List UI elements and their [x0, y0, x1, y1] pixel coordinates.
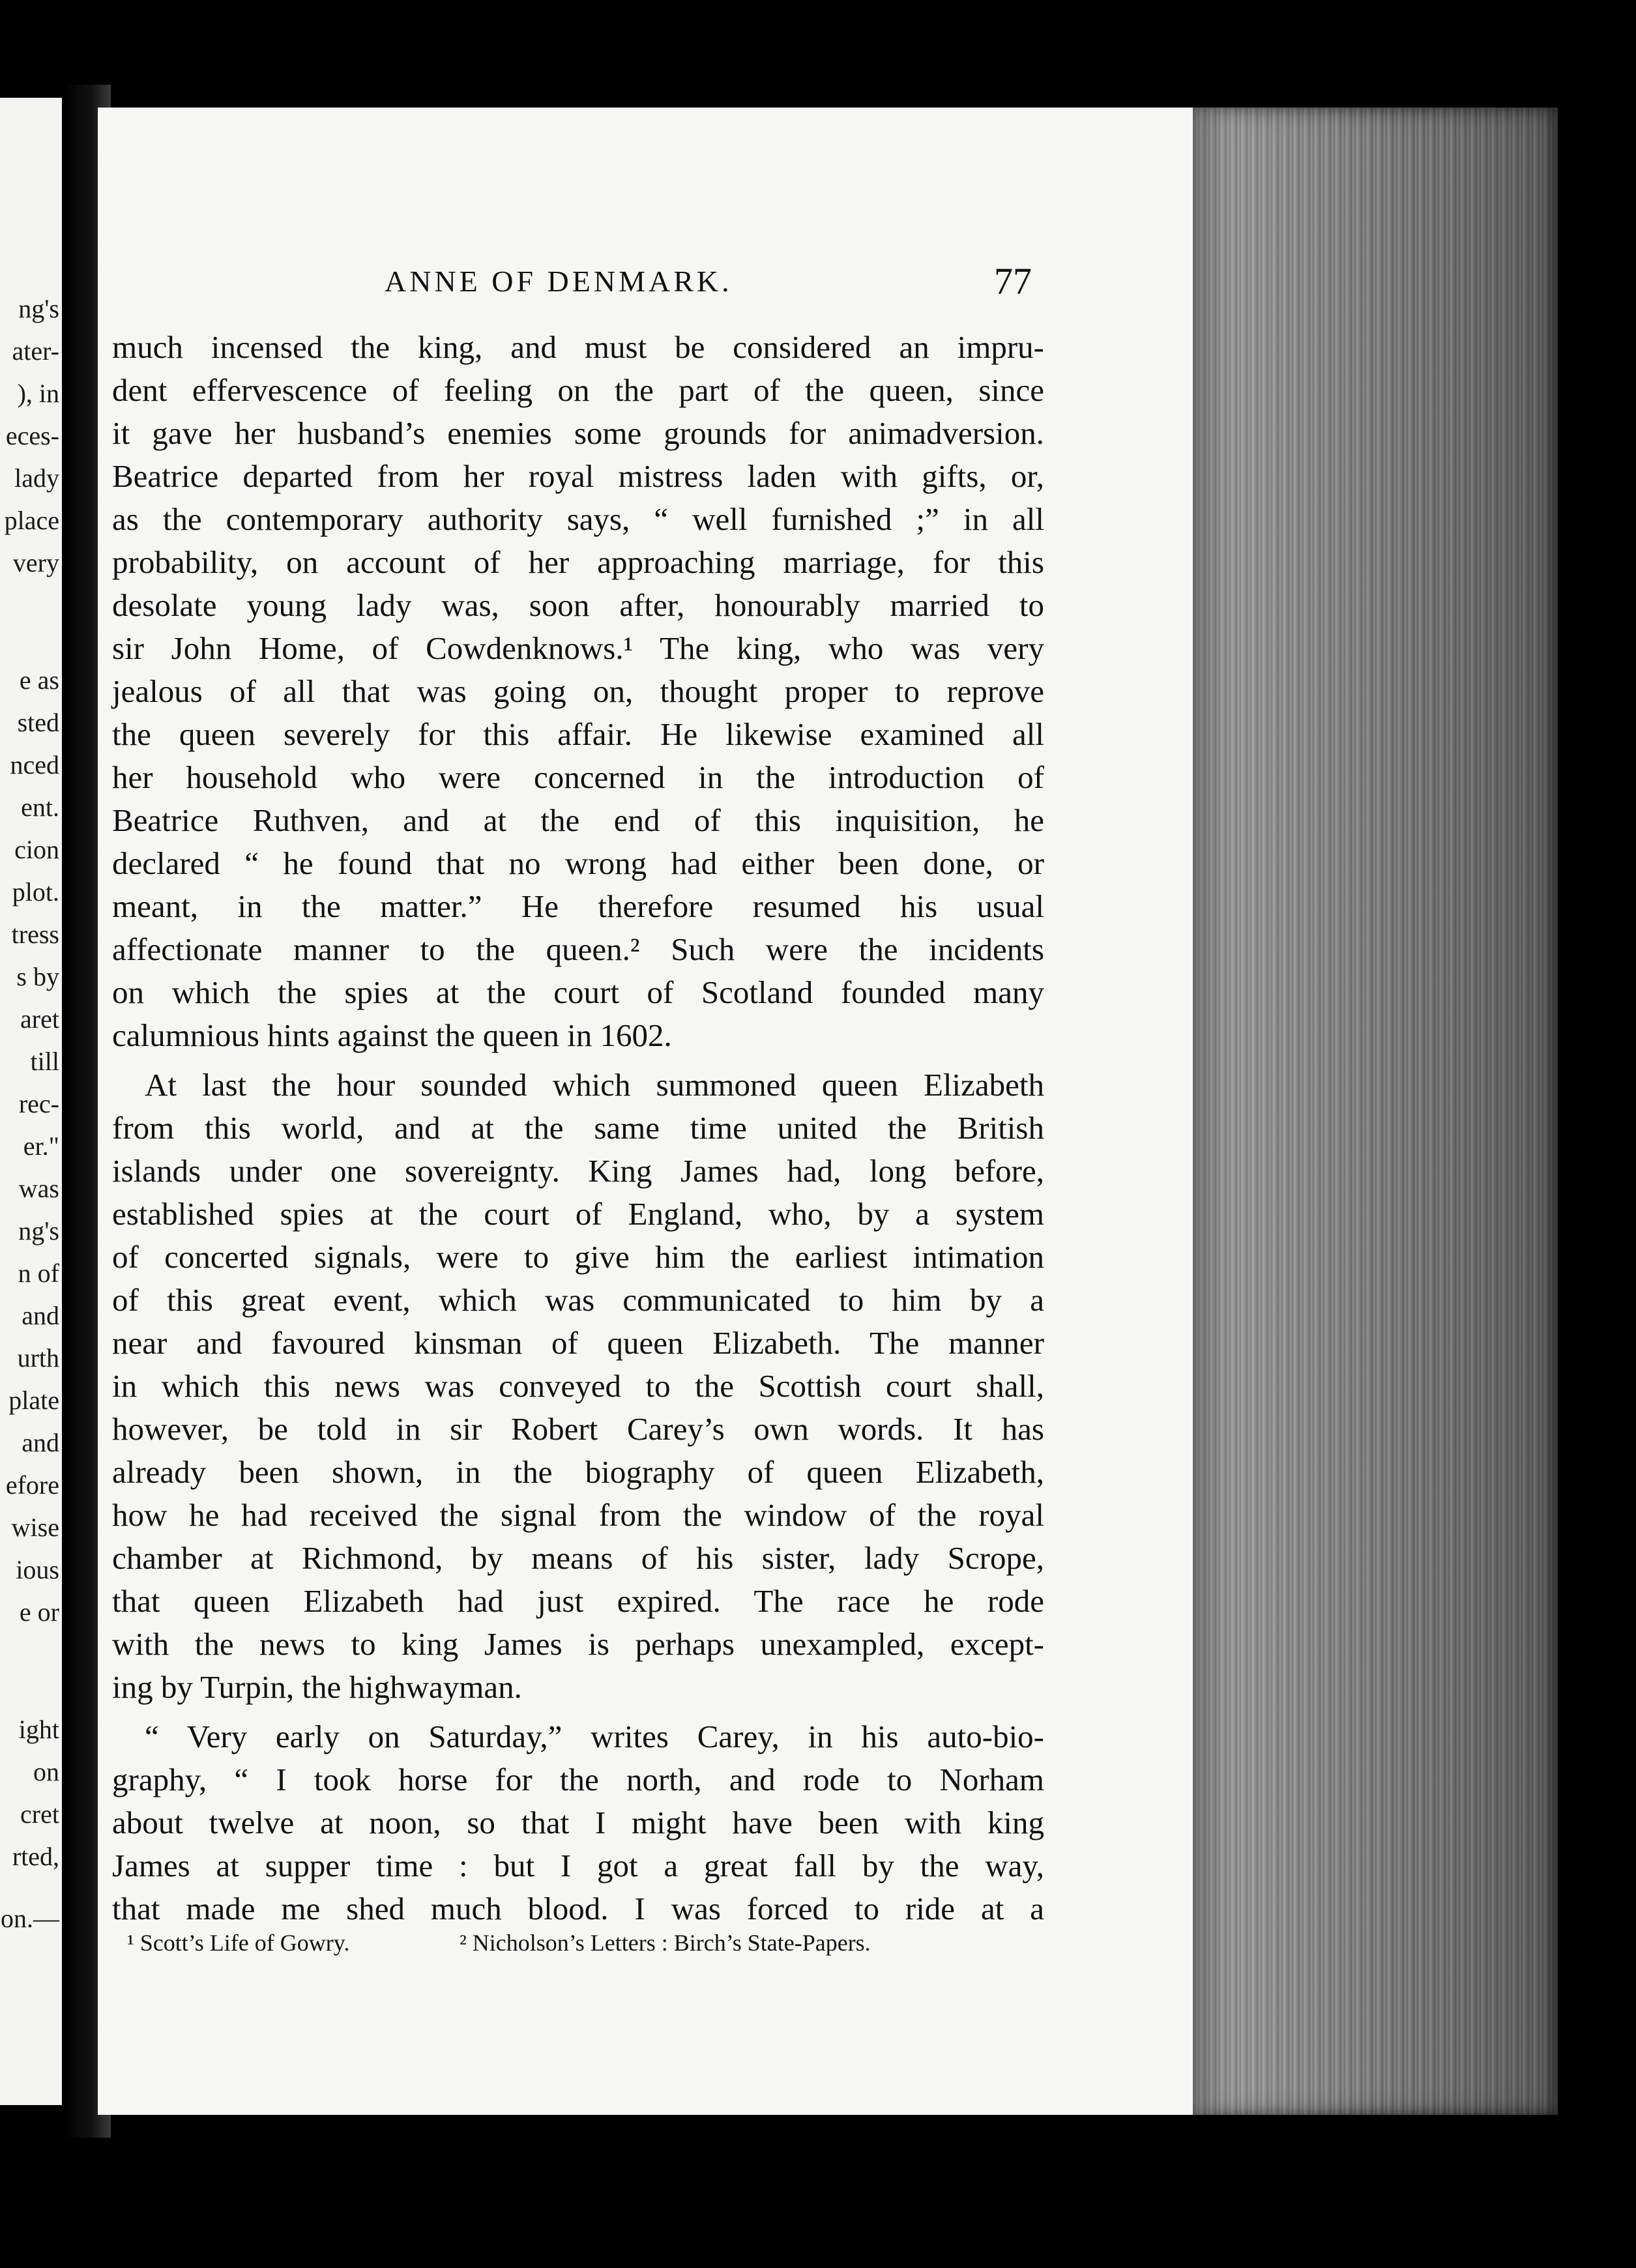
left-page-fragment: cret [20, 1799, 59, 1829]
text-line: chamber at Richmond, by means of his sister, lady Scrope, [112, 1540, 1044, 1576]
left-page-fragment: er." [23, 1131, 59, 1161]
text-line: on which the spies at the court of Scotland founded many [112, 974, 1044, 1010]
text-line: that made me shed much blood. I was forced to ride at a [112, 1891, 1044, 1926]
left-page-fragment: e as [19, 665, 59, 695]
left-page-fragment: ight [18, 1715, 59, 1744]
left-page-fragment: plot. [12, 877, 59, 907]
text-line: near and favoured kinsman of queen Elizabeth. The manner [112, 1325, 1044, 1361]
footnote-2: ² Nicholson’s Letters : Birch’s State-Papers. [460, 1930, 871, 1956]
text-line: At last the hour sounded which summoned queen Elizabeth [145, 1067, 1044, 1103]
left-page-fragment: on [33, 1757, 59, 1786]
text-line: from this world, and at the same time united the British [112, 1110, 1044, 1146]
text-line: about twelve at noon, so that I might have been with king [112, 1805, 1044, 1840]
left-page-fragment: ng's [18, 1216, 59, 1245]
text-line: affectionate manner to the queen.² Such were the incidents [112, 931, 1044, 967]
left-page-fragment: place [4, 506, 59, 535]
left-page-fragment: ng's [18, 294, 59, 323]
text-line: graphy, “ I took horse for the north, and rode to Norham [112, 1762, 1044, 1797]
left-page-fragment: urth [17, 1343, 59, 1373]
left-page-fragment: nced [10, 750, 59, 779]
text-line: declared “ he found that no wrong had either been done, or [112, 845, 1044, 881]
left-page-fragment: plate [8, 1386, 59, 1415]
text-line: Beatrice departed from her royal mistress laden with gifts, or, [112, 458, 1044, 494]
running-title: ANNE OF DENMARK. [385, 265, 733, 298]
left-page-fragment: cion [14, 835, 59, 864]
text-line: ing by Turpin, the highwayman. [112, 1669, 522, 1705]
left-page-edge [0, 98, 62, 2105]
left-page-fragment: ), in [17, 379, 59, 408]
text-line: “ Very early on Saturday,” writes Carey, in his auto-bio- [145, 1719, 1044, 1754]
left-page-fragment: rted, [12, 1842, 59, 1871]
left-page-fragment: wise [11, 1513, 59, 1542]
text-line: calumnious hints against the queen in 1602. [112, 1017, 672, 1053]
text-line: as the contemporary authority says, “ well furnished ;” in all [112, 501, 1044, 537]
left-page-fragment: s by [16, 962, 59, 991]
text-line: her household who were concerned in the introduction of [112, 759, 1044, 795]
left-page-fragment: and [22, 1301, 59, 1330]
text-line: meant, in the matter.” He therefore resumed his usual [112, 888, 1044, 924]
text-line: in which this news was conveyed to the Scottish court shall, [112, 1368, 1044, 1404]
left-page-fragment: lady [14, 463, 59, 493]
left-page-fragment: sted [17, 708, 59, 737]
left-page-fragment: ent. [21, 792, 59, 822]
text-line: of concerted signals, were to give him the earliest intimation [112, 1239, 1044, 1275]
page-block-fore-edge [1193, 108, 1558, 2115]
text-line: established spies at the court of England, who, by a system [112, 1196, 1044, 1232]
left-page-fragment: was [18, 1174, 59, 1203]
left-page-fragment: till [30, 1047, 59, 1076]
text-line: jealous of all that was going on, thought proper to reprove [112, 673, 1044, 709]
left-page-fragment: n of [18, 1258, 59, 1288]
left-page-fragment: aret [20, 1004, 59, 1034]
left-page-fragment: ious [16, 1555, 59, 1584]
left-page-fragment: eces- [5, 421, 59, 450]
left-page-fragment: and [22, 1428, 59, 1457]
text-line: much incensed the king, and must be considered an impru- [112, 329, 1044, 365]
text-line: islands under one sovereignty. King James had, long before, [112, 1153, 1044, 1189]
text-line: however, be told in sir Robert Carey’s own words. It has [112, 1411, 1044, 1447]
text-line: desolate young lady was, soon after, honourably married to [112, 587, 1044, 623]
text-line: how he had received the signal from the window of the royal [112, 1497, 1044, 1533]
text-line: sir John Home, of Cowdenknows.¹ The king, who was very [112, 630, 1044, 666]
text-line: with the news to king James is perhaps unexampled, except- [112, 1626, 1044, 1662]
left-page-fragment: efore [5, 1470, 59, 1500]
left-page-fragment: very [12, 548, 59, 577]
left-page-fragment: rec- [18, 1089, 59, 1118]
text-line: the queen severely for this affair. He likewise examined all [112, 716, 1044, 752]
text-line: that queen Elizabeth had just expired. The race he rode [112, 1583, 1044, 1619]
text-line: it gave her husband’s enemies some grounds for animadversion. [112, 415, 1044, 451]
text-line: James at supper time : but I got a great fall by the way, [112, 1848, 1044, 1883]
text-line: probability, on account of her approaching marriage, for this [112, 544, 1044, 580]
body-text [112, 326, 1044, 1930]
text-line: already been shown, in the biography of queen Elizabeth, [112, 1454, 1044, 1490]
text-line: of this great event, which was communicated to him by a [112, 1282, 1044, 1318]
left-page-fragment: ater- [12, 336, 59, 366]
left-page-fragment: tress [11, 920, 59, 949]
footnote-1: ¹ Scott’s Life of Gowry. [127, 1930, 350, 1956]
text-line: dent effervescence of feeling on the part of the queen, since [112, 372, 1044, 408]
page-number: 77 [994, 260, 1032, 302]
left-page-fragment: e or [19, 1597, 59, 1627]
text-line: Beatrice Ruthven, and at the end of this inquisition, he [112, 802, 1044, 838]
left-page-fragment: on.— [1, 1904, 59, 1933]
